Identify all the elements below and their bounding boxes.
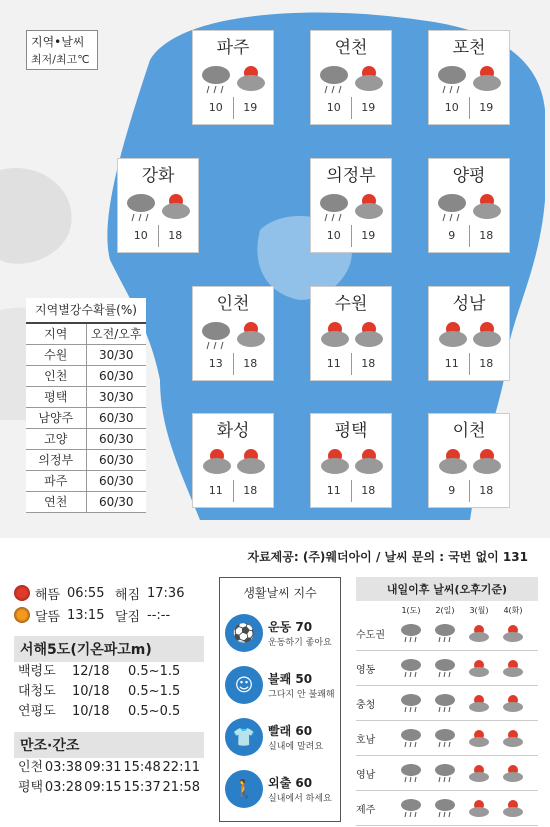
table-row bbox=[14, 758, 204, 778]
cloud-rain-icon bbox=[202, 66, 230, 93]
sun-cloud-icon bbox=[321, 449, 349, 474]
temp-low: 10 bbox=[124, 225, 159, 247]
sun-cloud-icon bbox=[462, 727, 496, 749]
sun-cloud-icon bbox=[439, 449, 467, 474]
sun-cloud-icon bbox=[355, 66, 383, 91]
cell-time: 21:58 bbox=[162, 780, 200, 795]
temp-range bbox=[435, 97, 503, 119]
sun-cloud-icon bbox=[473, 194, 501, 219]
cell-value: 60/30 bbox=[98, 432, 134, 446]
sun-cloud-icon bbox=[462, 657, 496, 679]
index-item-laundry bbox=[220, 713, 340, 761]
cell-region: 파주 bbox=[26, 471, 87, 491]
tide-section-title: 만조·간조 bbox=[14, 732, 204, 758]
cell-time: 03:38 bbox=[44, 760, 83, 775]
cloud-rain-icon bbox=[428, 622, 462, 644]
index-label: 운동 70 bbox=[268, 620, 313, 634]
forecast-cell bbox=[428, 797, 462, 819]
region-label: 충청 bbox=[356, 699, 376, 711]
temp-range bbox=[199, 480, 267, 502]
weather-icons bbox=[435, 442, 505, 478]
moon-times-row bbox=[14, 604, 204, 626]
weather-icons bbox=[124, 187, 194, 223]
cell-wave: 0.5~0.5 bbox=[128, 704, 181, 719]
city-card-yangpyeong bbox=[428, 158, 510, 253]
region-label: 호남 bbox=[356, 734, 376, 746]
table-row bbox=[14, 662, 204, 682]
day-label: 4(화) bbox=[503, 606, 523, 615]
cell-wave: 0.5~1.5 bbox=[128, 684, 181, 699]
cell-time: 09:15 bbox=[84, 780, 122, 795]
cloud-rain-icon bbox=[394, 692, 428, 714]
rain-probability-table bbox=[26, 298, 146, 513]
sun-cloud-icon bbox=[462, 797, 496, 819]
sun-cloud-icon bbox=[473, 322, 501, 347]
forecast-cell bbox=[462, 727, 496, 749]
lifestyle-index-panel bbox=[219, 577, 341, 822]
table-row bbox=[14, 778, 204, 798]
temp-low: 11 bbox=[317, 480, 352, 502]
temp-high: 19 bbox=[243, 101, 258, 114]
temp-low: 10 bbox=[317, 97, 352, 119]
sunrise-time: 06:55 bbox=[67, 585, 105, 601]
city-name: 연천 bbox=[334, 38, 368, 58]
forecast-cell bbox=[462, 762, 496, 784]
cell-time: 03:28 bbox=[44, 780, 83, 795]
sun-cloud-icon bbox=[203, 449, 231, 474]
cloud-rain-icon bbox=[428, 762, 462, 784]
temp-high: 18 bbox=[361, 484, 376, 497]
cloud-rain-icon bbox=[428, 692, 462, 714]
region-label: 제주 bbox=[356, 804, 376, 816]
forecast-cell bbox=[496, 797, 530, 819]
day-label: 3(월) bbox=[469, 606, 489, 615]
cell-temp: 12/18 bbox=[72, 664, 110, 679]
temp-high: 19 bbox=[361, 229, 376, 242]
rain-table-title: 지역별강수확률(%) bbox=[26, 298, 146, 324]
city-name: 수원 bbox=[334, 294, 368, 314]
sun-cloud-icon bbox=[462, 622, 496, 644]
forecast-cell bbox=[462, 622, 496, 644]
weather-icons bbox=[317, 59, 387, 95]
city-card-icheon bbox=[428, 413, 510, 508]
cell-temp: 10/18 bbox=[72, 684, 110, 699]
forecast-cell bbox=[462, 657, 496, 679]
temp-low: 9 bbox=[435, 480, 470, 502]
legend-subtitle: 최저/최고℃ bbox=[31, 53, 90, 66]
table-row bbox=[356, 791, 538, 826]
temp-high: 18 bbox=[479, 357, 494, 370]
temp-low: 11 bbox=[317, 353, 352, 375]
forecast-cell bbox=[394, 797, 428, 819]
header-region: 지역 bbox=[26, 324, 87, 344]
cell-value: 60/30 bbox=[98, 474, 134, 488]
cell-region: 인천 bbox=[26, 366, 87, 386]
temp-range bbox=[435, 480, 503, 502]
temp-low: 9 bbox=[435, 225, 470, 247]
sunrise-label: 해뜸 bbox=[35, 587, 61, 603]
cell-region: 연천 bbox=[26, 492, 87, 512]
forecast-cell bbox=[496, 692, 530, 714]
table-row bbox=[14, 702, 204, 722]
sun-cloud-icon bbox=[321, 322, 349, 347]
temp-high: 18 bbox=[479, 229, 494, 242]
forecast-cell bbox=[496, 622, 530, 644]
table-row bbox=[356, 651, 538, 686]
temp-range bbox=[317, 480, 385, 502]
index-item-discomfort bbox=[220, 661, 340, 709]
city-card-incheon bbox=[192, 286, 274, 381]
temp-range bbox=[317, 97, 385, 119]
cell-time: 15:37 bbox=[123, 780, 161, 795]
sun-cloud-icon bbox=[355, 322, 383, 347]
forecast-cell bbox=[428, 657, 462, 679]
table-row bbox=[26, 429, 146, 450]
temp-range bbox=[124, 225, 192, 247]
forecast-cell bbox=[428, 692, 462, 714]
sunset-time: 17:36 bbox=[147, 585, 185, 601]
cloud-rain-icon bbox=[202, 322, 230, 349]
cell-region: 수원 bbox=[26, 345, 87, 365]
index-desc: 실내에 말려요 bbox=[268, 742, 324, 752]
cell-time: 15:48 bbox=[123, 760, 161, 775]
table-row bbox=[356, 756, 538, 791]
weather-icons bbox=[435, 59, 505, 95]
table-row bbox=[356, 721, 538, 756]
sun-cloud-icon bbox=[237, 322, 265, 347]
temp-high: 18 bbox=[243, 484, 258, 497]
sun-cloud-icon bbox=[473, 66, 501, 91]
cloud-rain-icon bbox=[438, 194, 466, 221]
cell-region: 남양주 bbox=[26, 408, 87, 428]
cell-island: 대청도 bbox=[18, 684, 56, 699]
cell-value: 60/30 bbox=[98, 495, 134, 509]
cell-island: 연평도 bbox=[18, 704, 56, 719]
city-name: 양평 bbox=[452, 166, 486, 186]
cloud-rain-icon bbox=[127, 194, 155, 221]
table-row bbox=[14, 682, 204, 702]
sun-cloud-icon bbox=[439, 322, 467, 347]
cell-time: 09:31 bbox=[84, 760, 122, 775]
index-label: 불쾌 50 bbox=[268, 672, 313, 686]
tomorrow-forecast-panel bbox=[356, 577, 538, 822]
table-row bbox=[26, 366, 146, 387]
sun-cloud-icon bbox=[496, 727, 530, 749]
city-card-ganghwa bbox=[117, 158, 199, 253]
index-item-exercise bbox=[220, 609, 340, 657]
weather-icons bbox=[435, 187, 505, 223]
table-row bbox=[26, 387, 146, 408]
city-name: 성남 bbox=[452, 294, 486, 314]
exercise-icon: ⚽ bbox=[225, 614, 263, 652]
sea-section-title: 서해5도(기온파고m) bbox=[14, 636, 204, 662]
table-row bbox=[26, 471, 146, 492]
map-legend bbox=[26, 30, 98, 70]
cell-port: 평택 bbox=[18, 780, 44, 795]
temp-low: 11 bbox=[199, 480, 234, 502]
forecast-cell bbox=[496, 762, 530, 784]
city-card-suwon bbox=[310, 286, 392, 381]
temp-high: 19 bbox=[479, 101, 494, 114]
table-row bbox=[26, 408, 146, 429]
temp-high: 19 bbox=[361, 101, 376, 114]
index-desc: 실내에서 하세요 bbox=[268, 794, 332, 804]
weather-icons bbox=[199, 315, 269, 351]
sun-cloud-icon bbox=[237, 449, 265, 474]
legend-title: 지역•날씨 bbox=[31, 35, 85, 49]
city-card-uijeongbu bbox=[310, 158, 392, 253]
tomorrow-rows bbox=[356, 616, 538, 826]
temp-low: 10 bbox=[199, 97, 234, 119]
weather-icons bbox=[199, 59, 269, 95]
cloud-rain-icon bbox=[320, 194, 348, 221]
cell-value: 60/30 bbox=[98, 411, 134, 425]
sun-cloud-icon bbox=[496, 622, 530, 644]
sun-cloud-icon bbox=[237, 66, 265, 91]
cloud-rain-icon bbox=[438, 66, 466, 93]
moonset-time: --:-- bbox=[147, 607, 171, 623]
temp-high: 18 bbox=[243, 357, 258, 370]
cell-temp: 10/18 bbox=[72, 704, 110, 719]
temp-low: 13 bbox=[199, 353, 234, 375]
index-label: 외출 60 bbox=[268, 776, 313, 790]
sun-cloud-icon bbox=[355, 194, 383, 219]
tomorrow-days-header bbox=[356, 605, 538, 616]
table-row bbox=[356, 686, 538, 721]
rain-table-header bbox=[26, 324, 146, 345]
cloud-rain-icon bbox=[320, 66, 348, 93]
sun-cloud-icon bbox=[496, 692, 530, 714]
cloud-rain-icon bbox=[428, 657, 462, 679]
temp-range bbox=[199, 97, 267, 119]
forecast-cell bbox=[394, 657, 428, 679]
city-card-yeoncheon bbox=[310, 30, 392, 125]
city-name: 평택 bbox=[334, 421, 368, 441]
temp-low: 10 bbox=[317, 225, 352, 247]
city-name: 화성 bbox=[216, 421, 250, 441]
weather-icons bbox=[317, 315, 387, 351]
cell-port: 인천 bbox=[18, 760, 44, 775]
city-card-pocheon bbox=[428, 30, 510, 125]
data-credit: 자료제공: (주)웨더아이 / 날씨 문의 : 국번 없이 131 bbox=[247, 550, 528, 564]
moonrise-label: 달뜸 bbox=[35, 609, 61, 625]
forecast-cell bbox=[462, 797, 496, 819]
sun-cloud-icon bbox=[355, 449, 383, 474]
cell-island: 백령도 bbox=[18, 664, 56, 679]
cell-time: 22:11 bbox=[162, 760, 200, 775]
temp-high: 18 bbox=[361, 357, 376, 370]
weather-icons bbox=[435, 315, 505, 351]
cloud-rain-icon bbox=[394, 797, 428, 819]
city-card-hwaseong bbox=[192, 413, 274, 508]
forecast-cell bbox=[394, 622, 428, 644]
temp-range bbox=[435, 353, 503, 375]
temp-range bbox=[435, 225, 503, 247]
sun-cloud-icon bbox=[496, 762, 530, 784]
table-row bbox=[356, 616, 538, 651]
table-row bbox=[26, 492, 146, 513]
cloud-rain-icon bbox=[394, 727, 428, 749]
temp-low: 11 bbox=[435, 353, 470, 375]
cloud-rain-icon bbox=[394, 762, 428, 784]
forecast-cell bbox=[462, 692, 496, 714]
index-desc: 그다지 안 불쾌해 bbox=[268, 690, 335, 700]
sun-cloud-icon bbox=[473, 449, 501, 474]
table-row bbox=[26, 450, 146, 471]
region-label: 수도권 bbox=[356, 629, 385, 641]
temp-range bbox=[199, 353, 267, 375]
discomfort-icon: ☺ bbox=[225, 666, 263, 704]
cell-value: 60/30 bbox=[98, 453, 134, 467]
weather-icons bbox=[199, 442, 269, 478]
sun-cloud-icon bbox=[162, 194, 190, 219]
forecast-cell bbox=[496, 727, 530, 749]
cloud-rain-icon bbox=[394, 622, 428, 644]
forecast-cell bbox=[394, 762, 428, 784]
forecast-cell bbox=[428, 622, 462, 644]
forecast-cell bbox=[394, 727, 428, 749]
cell-value: 30/30 bbox=[98, 390, 134, 404]
cloud-rain-icon bbox=[428, 797, 462, 819]
forecast-cell bbox=[394, 692, 428, 714]
cell-region: 평택 bbox=[26, 387, 87, 407]
temp-high: 18 bbox=[168, 229, 183, 242]
sun-times-row bbox=[14, 582, 204, 604]
city-card-seongnam bbox=[428, 286, 510, 381]
city-name: 포천 bbox=[452, 38, 486, 58]
day-label: 1(도) bbox=[401, 606, 421, 615]
moonrise-icon bbox=[14, 607, 30, 623]
temp-range bbox=[317, 225, 385, 247]
temp-range bbox=[317, 353, 385, 375]
sun-cloud-icon bbox=[496, 797, 530, 819]
weather-icons bbox=[317, 187, 387, 223]
laundry-icon: 👕 bbox=[225, 718, 263, 756]
city-name: 강화 bbox=[141, 166, 175, 186]
moonrise-time: 13:15 bbox=[67, 607, 105, 623]
city-name: 파주 bbox=[216, 38, 250, 58]
index-item-outing bbox=[220, 765, 340, 813]
sunset-label: 해짐 bbox=[115, 587, 141, 603]
temp-high: 18 bbox=[479, 484, 494, 497]
city-name: 의정부 bbox=[326, 166, 376, 186]
day-label: 2(일) bbox=[435, 606, 455, 615]
city-card-paju bbox=[192, 30, 274, 125]
sunrise-icon bbox=[14, 585, 30, 601]
city-name: 인천 bbox=[216, 294, 250, 314]
tomorrow-title: 내일이후 날씨(오후기준) bbox=[356, 577, 538, 601]
cloud-rain-icon bbox=[394, 657, 428, 679]
sun-cloud-icon bbox=[496, 657, 530, 679]
cell-region: 고양 bbox=[26, 429, 87, 449]
cell-value: 30/30 bbox=[98, 348, 134, 362]
cell-value: 60/30 bbox=[98, 369, 134, 383]
index-desc: 운동하기 좋아요 bbox=[268, 638, 332, 648]
city-name: 이천 bbox=[452, 421, 486, 441]
forecast-cell bbox=[428, 762, 462, 784]
sun-cloud-icon bbox=[462, 692, 496, 714]
cell-wave: 0.5~1.5 bbox=[128, 664, 181, 679]
index-label: 빨래 60 bbox=[268, 724, 313, 738]
weather-icons bbox=[317, 442, 387, 478]
table-row bbox=[26, 345, 146, 366]
moonset-label: 달짐 bbox=[115, 609, 141, 625]
cloud-rain-icon bbox=[428, 727, 462, 749]
outing-icon: 🚶 bbox=[225, 770, 263, 808]
sun-sea-panel bbox=[14, 582, 204, 798]
region-label: 영남 bbox=[356, 769, 376, 781]
forecast-cell bbox=[496, 657, 530, 679]
forecast-cell bbox=[428, 727, 462, 749]
city-card-pyeongtaek bbox=[310, 413, 392, 508]
index-title: 생활날씨 지수 bbox=[243, 586, 317, 600]
temp-low: 10 bbox=[435, 97, 470, 119]
sun-cloud-icon bbox=[462, 762, 496, 784]
region-label: 영동 bbox=[356, 664, 376, 676]
cell-region: 의정부 bbox=[26, 450, 87, 470]
header-ampm: 오전/오후 bbox=[91, 327, 142, 341]
